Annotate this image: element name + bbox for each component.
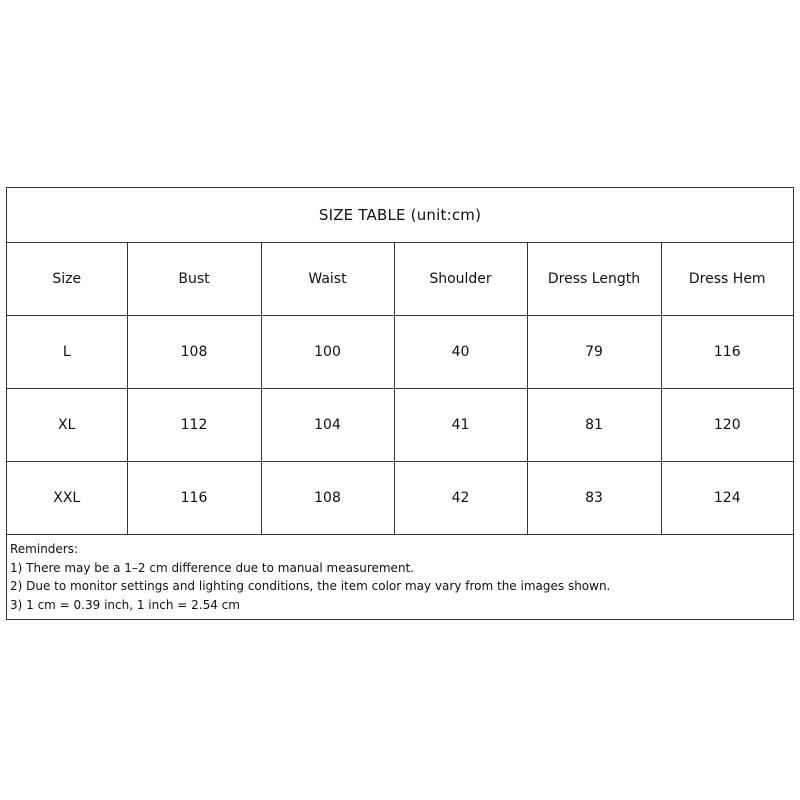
cell-bust: 112 — [127, 389, 261, 462]
cell-dress-length: 81 — [527, 389, 661, 462]
column-header-waist: Waist — [261, 243, 394, 316]
cell-dress-hem: 116 — [661, 316, 793, 389]
cell-bust: 108 — [127, 316, 261, 389]
column-header-size: Size — [7, 243, 127, 316]
table-row — [7, 462, 793, 535]
cell-waist: 108 — [261, 462, 394, 535]
cell-size: XXL — [7, 462, 127, 535]
cell-waist: 100 — [261, 316, 394, 389]
size-grid — [7, 243, 793, 535]
table-title: SIZE TABLE (unit:cm) — [7, 188, 793, 243]
cell-dress-hem: 120 — [661, 389, 793, 462]
cell-bust: 116 — [127, 462, 261, 535]
column-header-dress-length: Dress Length — [527, 243, 661, 316]
reminders-note — [7, 535, 793, 619]
cell-dress-hem: 124 — [661, 462, 793, 535]
table-row — [7, 389, 793, 462]
cell-shoulder: 42 — [394, 462, 527, 535]
cell-shoulder: 40 — [394, 316, 527, 389]
cell-dress-length: 79 — [527, 316, 661, 389]
column-header-shoulder: Shoulder — [394, 243, 527, 316]
cell-size: XL — [7, 389, 127, 462]
cell-shoulder: 41 — [394, 389, 527, 462]
cell-waist: 104 — [261, 389, 394, 462]
column-header-bust: Bust — [127, 243, 261, 316]
reminder-item: 3) 1 cm = 0.39 inch, 1 inch = 2.54 cm — [10, 597, 240, 612]
size-table — [6, 187, 794, 620]
cell-size: L — [7, 316, 127, 389]
table-row — [7, 316, 793, 389]
cell-dress-length: 83 — [527, 462, 661, 535]
reminders-heading: Reminders: — [10, 542, 79, 556]
reminder-item: 2) Due to monitor settings and lighting conditions, the item color may vary from the images shown. — [10, 579, 611, 593]
reminder-item: 1) There may be a 1–2 cm difference due to manual measurement. — [10, 560, 415, 575]
header-row — [7, 243, 793, 316]
column-header-dress-hem: Dress Hem — [661, 243, 793, 316]
